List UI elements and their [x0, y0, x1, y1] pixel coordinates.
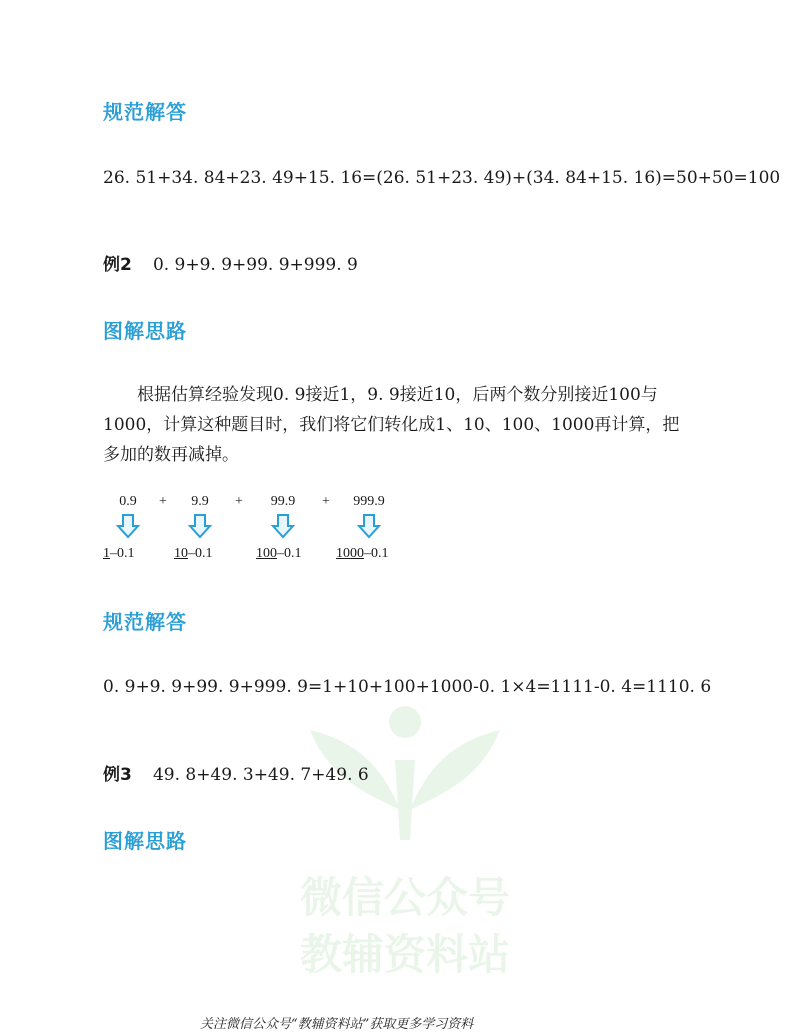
- diagram-result-1: [103, 546, 135, 562]
- diagram-result-3: [256, 546, 302, 562]
- example-2-expression: 0. 9+9. 9+99. 9+999. 9: [152, 255, 358, 275]
- solution-equation-1: 26. 51+34. 84+23. 49+15. 16=(26. 51+23. 49)+(34. 84+15. 16)=50+50=100: [103, 168, 781, 188]
- section-heading-solution-2: 规范解答: [103, 610, 187, 634]
- section-heading-thinking-1: 图解思路: [103, 319, 187, 343]
- watermark: [290, 700, 520, 980]
- diagram-plus-3: +: [322, 494, 330, 509]
- diagram-plus-1: +: [159, 494, 167, 509]
- diagram-base-1: 1: [103, 546, 110, 561]
- example-3-expression: 49. 8+49. 3+49. 7+49. 6: [152, 765, 369, 785]
- diagram-plus-2: +: [235, 494, 243, 509]
- footer-note: 关注微信公众号“教辅资料站”获取更多学习资料: [200, 1017, 474, 1032]
- example-2: [103, 250, 358, 275]
- watermark-line2: 教辅资料站: [299, 930, 510, 979]
- diagram-base-2: 10: [174, 546, 188, 561]
- diagram-result-4: [336, 546, 389, 562]
- diagram-term-1: 0.9: [119, 494, 137, 509]
- section-heading-thinking-2: 图解思路: [103, 829, 187, 853]
- example-2-label: 例2: [103, 255, 132, 275]
- diagram-minus-1: –0.1: [110, 546, 135, 561]
- example-3: [103, 760, 369, 785]
- section-heading-solution-1: 规范解答: [103, 100, 187, 124]
- diagram-minus-2: –0.1: [188, 546, 213, 561]
- conversion-diagram: [100, 490, 420, 570]
- watermark-line1: 微信公众号: [299, 873, 510, 922]
- diagram-minus-4: –0.1: [364, 546, 389, 561]
- diagram-minus-3: –0.1: [277, 546, 302, 561]
- diagram-result-2: [174, 546, 213, 562]
- down-arrow-icon: [271, 514, 295, 538]
- diagram-term-4: 999.9: [353, 494, 385, 509]
- example-3-label: 例3: [103, 765, 132, 785]
- thinking-paragraph: 根据估算经验发现0. 9接近1，9. 9接近10，后两个数分别接近100与1000，计算这种题目时，我们将它们转化成1、10、100、1000再计算，把多加的数再减掉。: [103, 385, 680, 465]
- down-arrow-icon: [357, 514, 381, 538]
- diagram-term-3: 99.9: [270, 494, 296, 509]
- down-arrow-icon: [116, 514, 140, 538]
- solution-equation-2: 0. 9+9. 9+99. 9+999. 9=1+10+100+1000-0. 1×4=1111-0. 4=1110. 6: [103, 677, 712, 697]
- diagram-base-4: 1000: [336, 546, 364, 561]
- diagram-term-2: 9.9: [191, 494, 209, 509]
- diagram-base-3: 100: [256, 546, 277, 561]
- down-arrow-icon: [188, 514, 212, 538]
